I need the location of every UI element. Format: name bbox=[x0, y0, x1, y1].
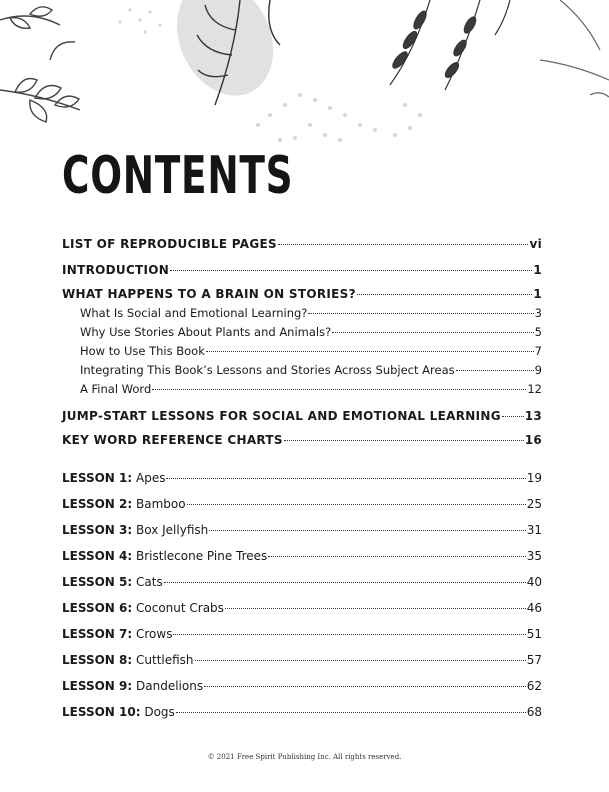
lesson-name: Crows bbox=[136, 627, 173, 641]
dot-leader bbox=[166, 478, 525, 479]
toc-subentry-why-stories[interactable] bbox=[80, 324, 542, 340]
dot-burst-decoration bbox=[118, 8, 422, 142]
toc-lesson-7[interactable] bbox=[62, 626, 542, 642]
toc-entry-page: 25 bbox=[526, 497, 542, 511]
toc-entry-key-word-charts[interactable] bbox=[62, 432, 542, 448]
dot-leader bbox=[225, 608, 526, 609]
toc-entry-brain-on-stories[interactable] bbox=[62, 286, 542, 302]
toc-entry-label: KEY WORD REFERENCE CHARTS bbox=[62, 433, 283, 447]
lesson-number: LESSON 8: bbox=[62, 653, 133, 667]
lesson-name: Cats bbox=[136, 575, 163, 589]
toc-subentry-sel[interactable] bbox=[80, 305, 542, 321]
toc-entry-page: 68 bbox=[526, 705, 542, 719]
toc-entry-label: A Final Word bbox=[80, 382, 152, 396]
watercolor-leaf bbox=[159, 0, 291, 111]
lesson-name: Apes bbox=[136, 471, 166, 485]
lesson-name: Dogs bbox=[144, 705, 175, 719]
toc-lesson-8[interactable] bbox=[62, 652, 542, 668]
lesson-number: LESSON 3: bbox=[62, 523, 133, 537]
toc-entry-page: 62 bbox=[526, 679, 542, 693]
toc-entry-page: vi bbox=[529, 237, 542, 251]
toc-entry-label bbox=[62, 574, 163, 590]
toc-entry-label: What Is Social and Emotional Learning? bbox=[80, 306, 308, 320]
toc-entry-label: LIST OF REPRODUCIBLE PAGES bbox=[62, 237, 277, 251]
toc-entry-page: 13 bbox=[524, 409, 542, 423]
toc-entry-page: 57 bbox=[526, 653, 542, 667]
toc-lesson-4[interactable] bbox=[62, 548, 542, 564]
toc-entry-label bbox=[62, 678, 203, 694]
lesson-name: Coconut Crabs bbox=[136, 601, 224, 615]
toc-lesson-10[interactable] bbox=[62, 704, 542, 720]
dot-leader bbox=[204, 686, 526, 687]
toc-entry-page: 19 bbox=[526, 471, 542, 485]
lesson-number: LESSON 1: bbox=[62, 471, 133, 485]
dot-leader bbox=[456, 370, 534, 371]
toc-entry-page: 35 bbox=[526, 549, 542, 563]
toc-entry-page: 51 bbox=[526, 627, 542, 641]
toc-entry-label: How to Use This Book bbox=[80, 344, 205, 358]
toc-entry-page: 46 bbox=[526, 601, 542, 615]
toc-entry-page: 1 bbox=[533, 263, 542, 277]
lesson-number: LESSON 5: bbox=[62, 575, 133, 589]
toc-entry-page: 40 bbox=[526, 575, 542, 589]
lesson-name: Cuttlefish bbox=[136, 653, 194, 667]
dot-leader bbox=[284, 440, 524, 441]
toc-entry-label bbox=[62, 600, 224, 616]
toc-entry-page: 31 bbox=[526, 523, 542, 537]
dot-leader bbox=[278, 244, 528, 245]
lesson-name: Box Jellyfish bbox=[136, 523, 209, 537]
toc-entry-label: Why Use Stories About Plants and Animals? bbox=[80, 325, 332, 339]
dot-leader bbox=[173, 634, 525, 635]
toc-entry-page: 7 bbox=[534, 344, 542, 358]
toc-lesson-5[interactable] bbox=[62, 574, 542, 590]
toc-entry-page: 9 bbox=[534, 363, 542, 377]
botanical-header-illustration bbox=[0, 0, 609, 150]
toc-entry-label bbox=[62, 470, 165, 486]
toc-entry-label bbox=[62, 626, 172, 642]
lesson-number: LESSON 2: bbox=[62, 497, 133, 511]
toc-lesson-2[interactable] bbox=[62, 496, 542, 512]
lesson-number: LESSON 9: bbox=[62, 679, 133, 693]
toc-entry-label bbox=[62, 704, 175, 720]
lesson-number: LESSON 7: bbox=[62, 627, 133, 641]
leaf-branch-center bbox=[197, 0, 280, 105]
lesson-name: Bristlecone Pine Trees bbox=[136, 549, 268, 563]
toc-entry-label bbox=[62, 652, 194, 668]
toc-entry-jump-start[interactable] bbox=[62, 408, 542, 424]
toc-entry-page: 16 bbox=[524, 433, 542, 447]
dot-leader bbox=[152, 389, 526, 390]
toc-entry-page: 12 bbox=[527, 382, 542, 396]
toc-lesson-1[interactable] bbox=[62, 470, 542, 486]
dot-leader bbox=[502, 416, 524, 417]
toc-lesson-6[interactable] bbox=[62, 600, 542, 616]
toc-lesson-3[interactable] bbox=[62, 522, 542, 538]
toc-entry-label bbox=[62, 548, 267, 564]
toc-lesson-9[interactable] bbox=[62, 678, 542, 694]
dot-leader bbox=[308, 313, 533, 314]
dot-leader bbox=[170, 270, 532, 271]
toc-entry-reproducible-pages[interactable] bbox=[62, 236, 542, 252]
leaf-branch-right bbox=[390, 0, 609, 97]
lesson-name: Bamboo bbox=[136, 497, 186, 511]
toc-entry-label: INTRODUCTION bbox=[62, 263, 170, 277]
page-title: CONTENTS bbox=[62, 146, 294, 206]
dot-leader bbox=[209, 530, 525, 531]
leaf-branch-left bbox=[0, 7, 80, 122]
toc-entry-page: 5 bbox=[534, 325, 542, 339]
copyright-footer: © 2021 Free Spirit Publishing Inc. All rights reserved. bbox=[207, 753, 402, 761]
toc-entry-label bbox=[62, 522, 208, 538]
toc-subentry-integrating[interactable] bbox=[80, 362, 542, 378]
dot-leader bbox=[357, 294, 533, 295]
dot-leader bbox=[206, 351, 534, 352]
toc-entry-label: Integrating This Book’s Lessons and Stories Across Subject Areas bbox=[80, 363, 455, 377]
toc-entry-page: 3 bbox=[534, 306, 542, 320]
lesson-number: LESSON 6: bbox=[62, 601, 133, 615]
toc-subentry-how-to-use[interactable] bbox=[80, 343, 542, 359]
toc-entry-introduction[interactable] bbox=[62, 262, 542, 278]
toc-entry-label: WHAT HAPPENS TO A BRAIN ON STORIES? bbox=[62, 287, 356, 301]
dot-leader bbox=[332, 332, 533, 333]
dot-leader bbox=[187, 504, 526, 505]
toc-subentry-final-word[interactable] bbox=[80, 381, 542, 397]
lesson-number: LESSON 4: bbox=[62, 549, 133, 563]
dot-leader bbox=[195, 660, 526, 661]
dot-leader bbox=[164, 582, 526, 583]
toc-entry-page: 1 bbox=[533, 287, 542, 301]
toc-entry-label: JUMP-START LESSONS FOR SOCIAL AND EMOTIONAL LEARNING bbox=[62, 409, 501, 423]
lesson-number: LESSON 10: bbox=[62, 705, 141, 719]
lesson-name: Dandelions bbox=[136, 679, 204, 693]
dot-leader bbox=[268, 556, 525, 557]
dot-leader bbox=[176, 712, 526, 713]
toc-entry-label bbox=[62, 496, 186, 512]
